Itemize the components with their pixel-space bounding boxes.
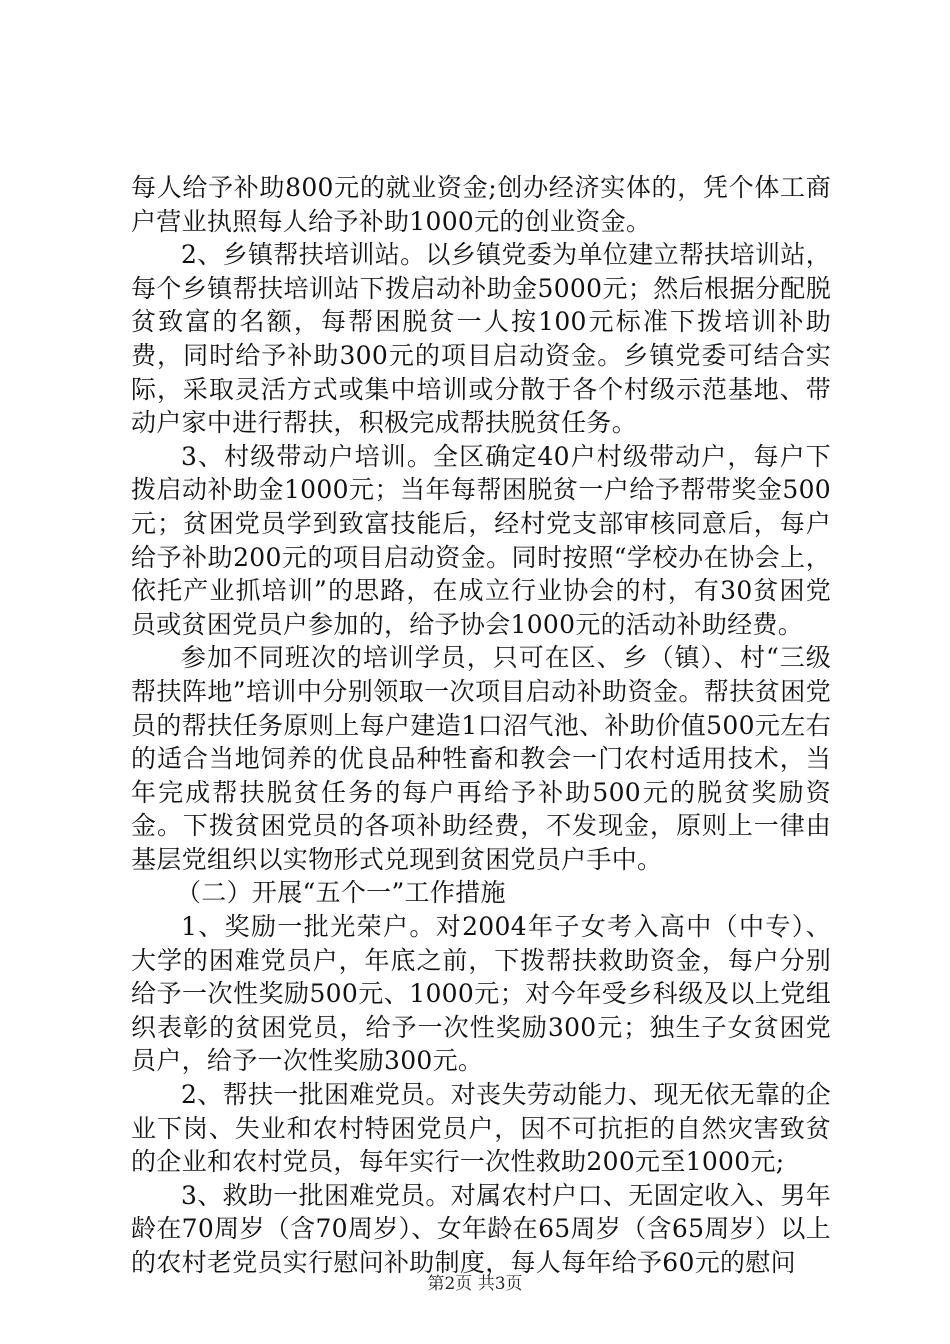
paragraph-help-members: 2、帮扶一批困难党员。对丧失劳动能力、现无依无靠的企业下岗、失业和农村特困党员户，因不可抗拒的自然灾害致贫的企业和农村党员，每年实行一次性救助200元至1000元; xyxy=(131,1080,831,1177)
paragraph-reward-households: 1、奖励一批光荣户。对2004年子女考入高中（中专）、大学的困难党员户，年底之前，下拨帮扶救助资金，每户分别给予一次性奖励500元、1000元；对今年受乡科级及以上党组织表彰的贫困党员，给予一次性奖励300元；独生子女贫困党员户，给予一次性奖励300元。 xyxy=(131,912,831,1076)
paragraph-training-subsidy-rules: 参加不同班次的培训学员，只可在区、乡（镇）、村“三级帮扶阵地”培训中分别领取一次项目启动补助资金。帮扶贫困党员的帮扶任务原则上每户建造1口沼气池、补助价值500元左右的适合当地饲养的优良品种牲畜和教会一门农村适用技术，当年完成帮扶脱贫任务的每户再给予补助500元的脱贫奖励资金。下拨贫困党员的各项补助经费，不发现金，原则上一律由基层党组织以实物形式兑现到贫困党员户手中。 xyxy=(131,643,831,874)
paragraph-village-household-training: 3、村级带动户培训。全区确定40户村级带动户，每户下拨启动补助金1000元；当年每帮困脱贫一户给予帮带奖金500元；贫困党员学到致富技能后，经村党支部审核同意后，每户给予补助200元的项目启动资金。同时按照“学校办在协会上，依托产业抓培训”的思路，在成立行业协会的村，有30贫困党员或贫困党员户参加的，给予协会1000元的活动补助经费。 xyxy=(131,441,831,639)
paragraph-continuation: 每人给予补助800元的就业资金;创办经济实体的，凭个体工商户营业执照每人给予补助1000元的创业资金。 xyxy=(131,173,831,236)
section-heading-five-measures: （二）开展“五个一”工作措施 xyxy=(176,878,506,908)
paragraph-relief-members: 3、救助一批困难党员。对属农村户口、无固定收入、男年龄在70周岁（含70周岁）、女年龄在65周岁（含65周岁）以上的农村老党员实行慰问补助制度，每人每年给予60元的慰问 xyxy=(131,1180,831,1277)
document-body xyxy=(131,171,831,1280)
paragraph-township-training-station: 2、乡镇帮扶培训站。以乡镇党委为单位建立帮扶培训站，每个乡镇帮扶培训站下拨启动补助金5000元；然后根据分配脱贫致富的名额，每帮困脱贫一人按100元标准下拨培训补助费，同时给予补助300元的项目启动资金。乡镇党委可结合实际，采取灵活方式或集中培训或分散于各个村级示范基地、带动户家中进行帮扶，积极完成帮扶脱贫任务。 xyxy=(131,240,831,438)
page-number-footer: 第2页 共3页 xyxy=(427,1274,523,1294)
